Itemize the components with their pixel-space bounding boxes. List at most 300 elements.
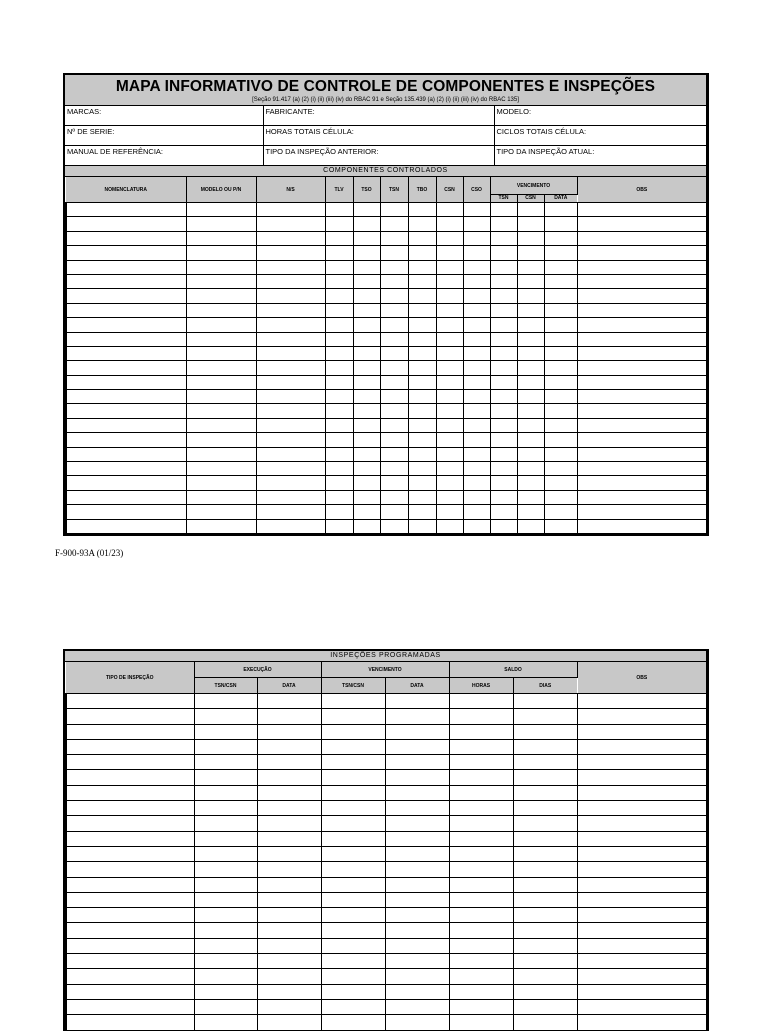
table-cell[interactable] xyxy=(490,274,517,288)
table-cell[interactable] xyxy=(325,346,353,360)
table-cell[interactable] xyxy=(321,969,385,984)
table-cell[interactable] xyxy=(257,694,321,709)
table-cell[interactable] xyxy=(408,404,436,418)
table-cell[interactable] xyxy=(385,908,449,923)
table-cell[interactable] xyxy=(513,892,577,907)
table-cell[interactable] xyxy=(408,490,436,504)
table-cell[interactable] xyxy=(436,390,463,404)
table-cell[interactable] xyxy=(517,490,544,504)
table-cell[interactable] xyxy=(66,203,186,217)
table-cell[interactable] xyxy=(544,490,577,504)
table-cell[interactable] xyxy=(325,332,353,346)
table-cell[interactable] xyxy=(385,984,449,999)
table-cell[interactable] xyxy=(66,447,186,461)
table-cell[interactable] xyxy=(513,999,577,1014)
table-cell[interactable] xyxy=(490,303,517,317)
table-cell[interactable] xyxy=(380,246,408,260)
table-cell[interactable] xyxy=(66,231,186,245)
table-cell[interactable] xyxy=(66,984,194,999)
table-cell[interactable] xyxy=(256,519,325,534)
table-cell[interactable] xyxy=(577,433,706,447)
table-cell[interactable] xyxy=(577,877,706,892)
table-cell[interactable] xyxy=(256,462,325,476)
table-cell[interactable] xyxy=(463,390,490,404)
table-cell[interactable] xyxy=(408,246,436,260)
horas-field[interactable] xyxy=(263,126,494,146)
table-cell[interactable] xyxy=(463,433,490,447)
table-cell[interactable] xyxy=(513,785,577,800)
table-cell[interactable] xyxy=(353,231,380,245)
table-cell[interactable] xyxy=(66,862,194,877)
table-cell[interactable] xyxy=(66,418,186,432)
table-cell[interactable] xyxy=(186,505,256,519)
table-cell[interactable] xyxy=(577,505,706,519)
table-cell[interactable] xyxy=(257,770,321,785)
table-cell[interactable] xyxy=(257,892,321,907)
table-cell[interactable] xyxy=(325,361,353,375)
tipo-anterior-field[interactable] xyxy=(263,146,494,166)
table-cell[interactable] xyxy=(321,694,385,709)
table-cell[interactable] xyxy=(490,346,517,360)
table-cell[interactable] xyxy=(490,505,517,519)
table-cell[interactable] xyxy=(513,724,577,739)
table-cell[interactable] xyxy=(257,938,321,953)
table-cell[interactable] xyxy=(325,505,353,519)
table-cell[interactable] xyxy=(513,1015,577,1030)
table-cell[interactable] xyxy=(385,892,449,907)
table-cell[interactable] xyxy=(353,260,380,274)
table-cell[interactable] xyxy=(385,938,449,953)
table-cell[interactable] xyxy=(577,274,706,288)
table-cell[interactable] xyxy=(436,418,463,432)
table-cell[interactable] xyxy=(186,289,256,303)
table-cell[interactable] xyxy=(380,490,408,504)
table-cell[interactable] xyxy=(325,318,353,332)
table-cell[interactable] xyxy=(321,892,385,907)
table-cell[interactable] xyxy=(463,231,490,245)
table-cell[interactable] xyxy=(408,390,436,404)
table-cell[interactable] xyxy=(449,954,513,969)
table-cell[interactable] xyxy=(66,892,194,907)
table-cell[interactable] xyxy=(577,490,706,504)
table-cell[interactable] xyxy=(66,318,186,332)
table-cell[interactable] xyxy=(513,755,577,770)
table-cell[interactable] xyxy=(544,505,577,519)
table-cell[interactable] xyxy=(463,346,490,360)
table-cell[interactable] xyxy=(408,274,436,288)
table-cell[interactable] xyxy=(544,404,577,418)
table-cell[interactable] xyxy=(517,346,544,360)
table-cell[interactable] xyxy=(463,404,490,418)
table-cell[interactable] xyxy=(256,217,325,231)
table-cell[interactable] xyxy=(449,862,513,877)
table-cell[interactable] xyxy=(544,289,577,303)
table-cell[interactable] xyxy=(257,908,321,923)
table-cell[interactable] xyxy=(385,846,449,861)
table-cell[interactable] xyxy=(66,694,194,709)
table-cell[interactable] xyxy=(380,447,408,461)
table-cell[interactable] xyxy=(577,770,706,785)
table-cell[interactable] xyxy=(544,433,577,447)
table-cell[interactable] xyxy=(186,519,256,534)
table-cell[interactable] xyxy=(436,203,463,217)
table-cell[interactable] xyxy=(577,724,706,739)
table-cell[interactable] xyxy=(544,260,577,274)
table-cell[interactable] xyxy=(325,476,353,490)
table-cell[interactable] xyxy=(577,332,706,346)
table-cell[interactable] xyxy=(385,801,449,816)
table-cell[interactable] xyxy=(408,433,436,447)
table-cell[interactable] xyxy=(257,999,321,1014)
table-cell[interactable] xyxy=(436,490,463,504)
table-cell[interactable] xyxy=(436,361,463,375)
table-cell[interactable] xyxy=(490,462,517,476)
table-cell[interactable] xyxy=(544,375,577,389)
table-cell[interactable] xyxy=(325,519,353,534)
table-cell[interactable] xyxy=(385,739,449,754)
table-cell[interactable] xyxy=(513,739,577,754)
table-cell[interactable] xyxy=(321,816,385,831)
table-cell[interactable] xyxy=(257,785,321,800)
table-cell[interactable] xyxy=(257,923,321,938)
table-cell[interactable] xyxy=(321,938,385,953)
table-cell[interactable] xyxy=(513,969,577,984)
table-cell[interactable] xyxy=(325,390,353,404)
table-cell[interactable] xyxy=(353,274,380,288)
table-cell[interactable] xyxy=(256,246,325,260)
table-cell[interactable] xyxy=(194,999,257,1014)
table-cell[interactable] xyxy=(463,361,490,375)
table-cell[interactable] xyxy=(194,908,257,923)
table-cell[interactable] xyxy=(463,447,490,461)
table-cell[interactable] xyxy=(256,418,325,432)
table-cell[interactable] xyxy=(436,519,463,534)
table-cell[interactable] xyxy=(408,303,436,317)
table-cell[interactable] xyxy=(257,984,321,999)
table-cell[interactable] xyxy=(380,217,408,231)
table-cell[interactable] xyxy=(577,203,706,217)
table-cell[interactable] xyxy=(577,476,706,490)
table-cell[interactable] xyxy=(256,318,325,332)
table-cell[interactable] xyxy=(194,801,257,816)
table-cell[interactable] xyxy=(380,231,408,245)
table-cell[interactable] xyxy=(577,984,706,999)
table-cell[interactable] xyxy=(186,203,256,217)
table-cell[interactable] xyxy=(577,923,706,938)
table-cell[interactable] xyxy=(66,490,186,504)
table-cell[interactable] xyxy=(321,801,385,816)
table-cell[interactable] xyxy=(490,390,517,404)
table-cell[interactable] xyxy=(449,969,513,984)
table-cell[interactable] xyxy=(577,303,706,317)
table-cell[interactable] xyxy=(325,231,353,245)
table-cell[interactable] xyxy=(513,923,577,938)
table-cell[interactable] xyxy=(66,246,186,260)
table-cell[interactable] xyxy=(256,361,325,375)
table-cell[interactable] xyxy=(194,770,257,785)
table-cell[interactable] xyxy=(321,984,385,999)
table-cell[interactable] xyxy=(577,375,706,389)
table-cell[interactable] xyxy=(544,318,577,332)
table-cell[interactable] xyxy=(490,361,517,375)
table-cell[interactable] xyxy=(66,999,194,1014)
table-cell[interactable] xyxy=(513,694,577,709)
table-cell[interactable] xyxy=(385,816,449,831)
table-cell[interactable] xyxy=(321,846,385,861)
table-cell[interactable] xyxy=(186,490,256,504)
table-cell[interactable] xyxy=(353,447,380,461)
table-cell[interactable] xyxy=(321,755,385,770)
table-cell[interactable] xyxy=(449,801,513,816)
table-cell[interactable] xyxy=(256,260,325,274)
table-cell[interactable] xyxy=(577,709,706,724)
table-cell[interactable] xyxy=(66,289,186,303)
fabricante-field[interactable] xyxy=(263,106,494,126)
table-cell[interactable] xyxy=(449,770,513,785)
table-cell[interactable] xyxy=(194,755,257,770)
table-cell[interactable] xyxy=(186,476,256,490)
table-cell[interactable] xyxy=(577,816,706,831)
table-cell[interactable] xyxy=(577,246,706,260)
table-cell[interactable] xyxy=(449,785,513,800)
table-cell[interactable] xyxy=(353,505,380,519)
table-cell[interactable] xyxy=(449,755,513,770)
table-cell[interactable] xyxy=(380,433,408,447)
table-cell[interactable] xyxy=(436,433,463,447)
table-cell[interactable] xyxy=(186,260,256,274)
table-cell[interactable] xyxy=(66,908,194,923)
table-cell[interactable] xyxy=(194,954,257,969)
table-cell[interactable] xyxy=(194,739,257,754)
table-cell[interactable] xyxy=(490,332,517,346)
table-cell[interactable] xyxy=(257,846,321,861)
table-cell[interactable] xyxy=(353,217,380,231)
table-cell[interactable] xyxy=(353,519,380,534)
table-cell[interactable] xyxy=(66,462,186,476)
table-cell[interactable] xyxy=(544,476,577,490)
table-cell[interactable] xyxy=(577,938,706,953)
table-cell[interactable] xyxy=(385,862,449,877)
table-cell[interactable] xyxy=(544,346,577,360)
table-cell[interactable] xyxy=(449,831,513,846)
table-cell[interactable] xyxy=(385,954,449,969)
table-cell[interactable] xyxy=(194,816,257,831)
table-cell[interactable] xyxy=(353,433,380,447)
table-cell[interactable] xyxy=(513,984,577,999)
table-cell[interactable] xyxy=(66,519,186,534)
table-cell[interactable] xyxy=(408,418,436,432)
table-cell[interactable] xyxy=(325,433,353,447)
table-cell[interactable] xyxy=(544,418,577,432)
table-cell[interactable] xyxy=(490,217,517,231)
table-cell[interactable] xyxy=(321,954,385,969)
table-cell[interactable] xyxy=(380,346,408,360)
table-cell[interactable] xyxy=(385,999,449,1014)
table-cell[interactable] xyxy=(380,260,408,274)
table-cell[interactable] xyxy=(577,404,706,418)
table-cell[interactable] xyxy=(256,505,325,519)
table-cell[interactable] xyxy=(577,361,706,375)
table-cell[interactable] xyxy=(544,231,577,245)
table-cell[interactable] xyxy=(186,318,256,332)
table-cell[interactable] xyxy=(408,346,436,360)
table-cell[interactable] xyxy=(513,801,577,816)
table-cell[interactable] xyxy=(544,462,577,476)
table-cell[interactable] xyxy=(380,303,408,317)
table-cell[interactable] xyxy=(385,923,449,938)
table-cell[interactable] xyxy=(353,404,380,418)
table-cell[interactable] xyxy=(385,831,449,846)
table-cell[interactable] xyxy=(577,999,706,1014)
table-cell[interactable] xyxy=(321,877,385,892)
table-cell[interactable] xyxy=(186,332,256,346)
table-cell[interactable] xyxy=(66,476,186,490)
table-cell[interactable] xyxy=(577,862,706,877)
table-cell[interactable] xyxy=(186,462,256,476)
table-cell[interactable] xyxy=(513,938,577,953)
table-cell[interactable] xyxy=(517,246,544,260)
table-cell[interactable] xyxy=(66,404,186,418)
table-cell[interactable] xyxy=(380,418,408,432)
table-cell[interactable] xyxy=(513,954,577,969)
table-cell[interactable] xyxy=(463,274,490,288)
table-cell[interactable] xyxy=(436,318,463,332)
table-cell[interactable] xyxy=(544,217,577,231)
table-cell[interactable] xyxy=(517,318,544,332)
table-cell[interactable] xyxy=(408,519,436,534)
table-cell[interactable] xyxy=(353,203,380,217)
table-cell[interactable] xyxy=(380,375,408,389)
table-cell[interactable] xyxy=(449,1015,513,1030)
table-cell[interactable] xyxy=(517,217,544,231)
table-cell[interactable] xyxy=(463,332,490,346)
table-cell[interactable] xyxy=(436,274,463,288)
table-cell[interactable] xyxy=(257,801,321,816)
table-cell[interactable] xyxy=(577,217,706,231)
table-cell[interactable] xyxy=(490,404,517,418)
table-cell[interactable] xyxy=(517,447,544,461)
table-cell[interactable] xyxy=(436,375,463,389)
table-cell[interactable] xyxy=(517,418,544,432)
table-cell[interactable] xyxy=(577,462,706,476)
table-cell[interactable] xyxy=(436,476,463,490)
table-cell[interactable] xyxy=(321,739,385,754)
table-cell[interactable] xyxy=(577,260,706,274)
table-cell[interactable] xyxy=(66,816,194,831)
table-cell[interactable] xyxy=(463,418,490,432)
table-cell[interactable] xyxy=(66,346,186,360)
table-cell[interactable] xyxy=(577,231,706,245)
table-cell[interactable] xyxy=(186,231,256,245)
table-cell[interactable] xyxy=(436,289,463,303)
table-cell[interactable] xyxy=(408,332,436,346)
table-cell[interactable] xyxy=(463,260,490,274)
table-cell[interactable] xyxy=(544,246,577,260)
table-cell[interactable] xyxy=(544,519,577,534)
table-cell[interactable] xyxy=(66,303,186,317)
table-cell[interactable] xyxy=(380,519,408,534)
table-cell[interactable] xyxy=(194,877,257,892)
table-cell[interactable] xyxy=(66,755,194,770)
table-cell[interactable] xyxy=(449,984,513,999)
table-cell[interactable] xyxy=(257,969,321,984)
table-cell[interactable] xyxy=(463,203,490,217)
table-cell[interactable] xyxy=(194,846,257,861)
table-cell[interactable] xyxy=(186,361,256,375)
table-cell[interactable] xyxy=(186,303,256,317)
table-cell[interactable] xyxy=(449,877,513,892)
table-cell[interactable] xyxy=(66,1015,194,1030)
table-cell[interactable] xyxy=(517,303,544,317)
table-cell[interactable] xyxy=(577,418,706,432)
table-cell[interactable] xyxy=(66,375,186,389)
table-cell[interactable] xyxy=(449,923,513,938)
table-cell[interactable] xyxy=(325,203,353,217)
table-cell[interactable] xyxy=(353,490,380,504)
table-cell[interactable] xyxy=(66,390,186,404)
table-cell[interactable] xyxy=(408,203,436,217)
table-cell[interactable] xyxy=(436,447,463,461)
table-cell[interactable] xyxy=(325,274,353,288)
table-cell[interactable] xyxy=(66,770,194,785)
table-cell[interactable] xyxy=(194,709,257,724)
table-cell[interactable] xyxy=(194,984,257,999)
table-cell[interactable] xyxy=(66,831,194,846)
table-cell[interactable] xyxy=(194,1015,257,1030)
table-cell[interactable] xyxy=(449,908,513,923)
table-cell[interactable] xyxy=(321,785,385,800)
table-cell[interactable] xyxy=(385,785,449,800)
table-cell[interactable] xyxy=(256,447,325,461)
table-cell[interactable] xyxy=(513,816,577,831)
table-cell[interactable] xyxy=(257,831,321,846)
table-cell[interactable] xyxy=(544,332,577,346)
table-cell[interactable] xyxy=(544,303,577,317)
table-cell[interactable] xyxy=(66,785,194,800)
table-cell[interactable] xyxy=(544,390,577,404)
table-cell[interactable] xyxy=(408,318,436,332)
table-cell[interactable] xyxy=(436,332,463,346)
table-cell[interactable] xyxy=(66,332,186,346)
table-cell[interactable] xyxy=(436,462,463,476)
table-cell[interactable] xyxy=(321,862,385,877)
table-cell[interactable] xyxy=(256,274,325,288)
table-cell[interactable] xyxy=(256,490,325,504)
table-cell[interactable] xyxy=(513,862,577,877)
table-cell[interactable] xyxy=(577,694,706,709)
table-cell[interactable] xyxy=(577,954,706,969)
table-cell[interactable] xyxy=(380,462,408,476)
table-cell[interactable] xyxy=(256,375,325,389)
table-cell[interactable] xyxy=(577,908,706,923)
table-cell[interactable] xyxy=(408,260,436,274)
table-cell[interactable] xyxy=(325,217,353,231)
table-cell[interactable] xyxy=(194,831,257,846)
table-cell[interactable] xyxy=(256,476,325,490)
table-cell[interactable] xyxy=(436,404,463,418)
table-cell[interactable] xyxy=(513,770,577,785)
table-cell[interactable] xyxy=(436,260,463,274)
table-cell[interactable] xyxy=(194,938,257,953)
table-cell[interactable] xyxy=(449,846,513,861)
table-cell[interactable] xyxy=(517,390,544,404)
table-cell[interactable] xyxy=(257,954,321,969)
table-cell[interactable] xyxy=(513,846,577,861)
table-cell[interactable] xyxy=(490,490,517,504)
table-cell[interactable] xyxy=(186,217,256,231)
table-cell[interactable] xyxy=(353,418,380,432)
table-cell[interactable] xyxy=(380,274,408,288)
